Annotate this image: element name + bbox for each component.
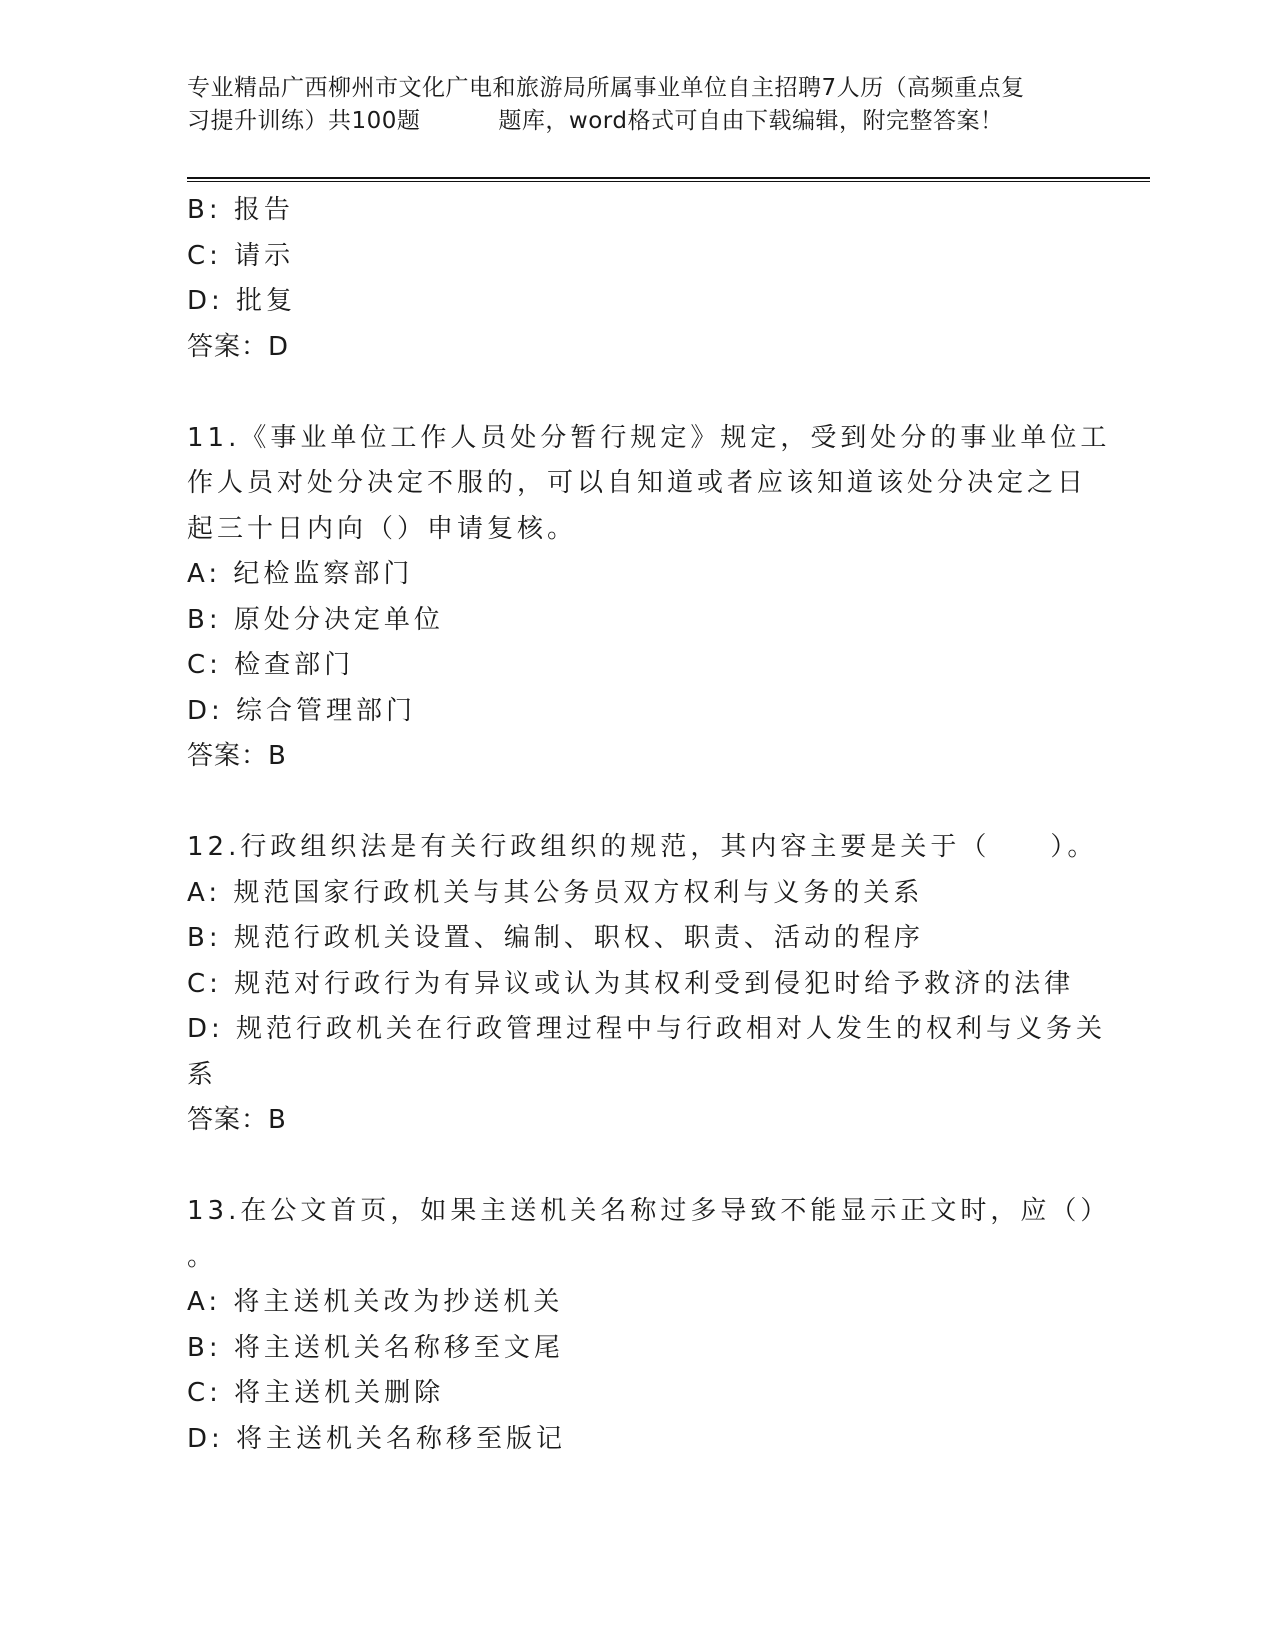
- option-line: D: 将主送机关名称移至版记: [187, 1423, 567, 1454]
- option-line: A: 规范国家行政机关与其公务员双方权利与义务的关系: [187, 877, 924, 908]
- option-line: B: 报告: [187, 195, 294, 225]
- question-line: 起三十日内向（）申请复核。: [187, 513, 578, 544]
- blank-line: [187, 780, 1087, 826]
- option-line: C: 检查部门: [187, 650, 355, 680]
- option-line: B: 原处分决定单位: [187, 604, 444, 635]
- option-line: B: 规范行政机关设置、编制、职权、职责、活动的程序: [187, 923, 924, 953]
- question-line: 。: [187, 1241, 218, 1272]
- answer-line: 答案：B: [187, 741, 287, 771]
- header-divider: [187, 177, 1150, 179]
- header-divider-thin: [187, 181, 1150, 182]
- option-line: 系: [187, 1059, 218, 1090]
- page-header: [187, 72, 1087, 138]
- option-line: C: 规范对行政行为有异议或认为其权利受到侵犯时给予救济的法律: [187, 968, 1075, 999]
- header-title-line-2-right: 题库，word格式可自由下载编辑，附完整答案！: [498, 108, 1004, 134]
- document-body: [187, 188, 1111, 1462]
- option-line: D: 综合管理部门: [187, 695, 417, 726]
- option-line: C: 将主送机关删除: [187, 1378, 445, 1408]
- question-line: 12.行政组织法是有关行政组织的规范，其内容主要是关于（ ）。: [187, 832, 1098, 862]
- header-title-line-2: [187, 105, 1087, 138]
- header-title-line-1: 专业精品广西柳州市文化广电和旅游局所属事业单位自主招聘7人历（高频重点复: [187, 75, 1025, 101]
- blank-line: [187, 1144, 1087, 1190]
- option-line: B: 将主送机关名称移至文尾: [187, 1332, 564, 1363]
- answer-line: 答案：B: [187, 1105, 287, 1135]
- header-title-line-2-left: 习提升训练）共100题: [187, 108, 421, 134]
- question-line: 11.《事业单位工作人员处分暂行规定》规定，受到处分的事业单位工: [187, 422, 1111, 453]
- blank-line: [187, 370, 1087, 416]
- option-line: D: 批复: [187, 286, 297, 316]
- option-line: A: 将主送机关改为抄送机关: [187, 1287, 564, 1317]
- question-line: 13.在公文首页，如果主送机关名称过多导致不能显示正文时，应（）: [187, 1196, 1111, 1226]
- answer-line: 答案：D: [187, 331, 290, 362]
- question-line: 作人员对处分决定不服的，可以自知道或者应该知道该处分决定之日: [187, 468, 1088, 498]
- option-line: C: 请示: [187, 240, 295, 271]
- option-line: A: 纪检监察部门: [187, 559, 414, 589]
- option-line: D: 规范行政机关在行政管理过程中与行政相对人发生的权利与义务关: [187, 1014, 1107, 1044]
